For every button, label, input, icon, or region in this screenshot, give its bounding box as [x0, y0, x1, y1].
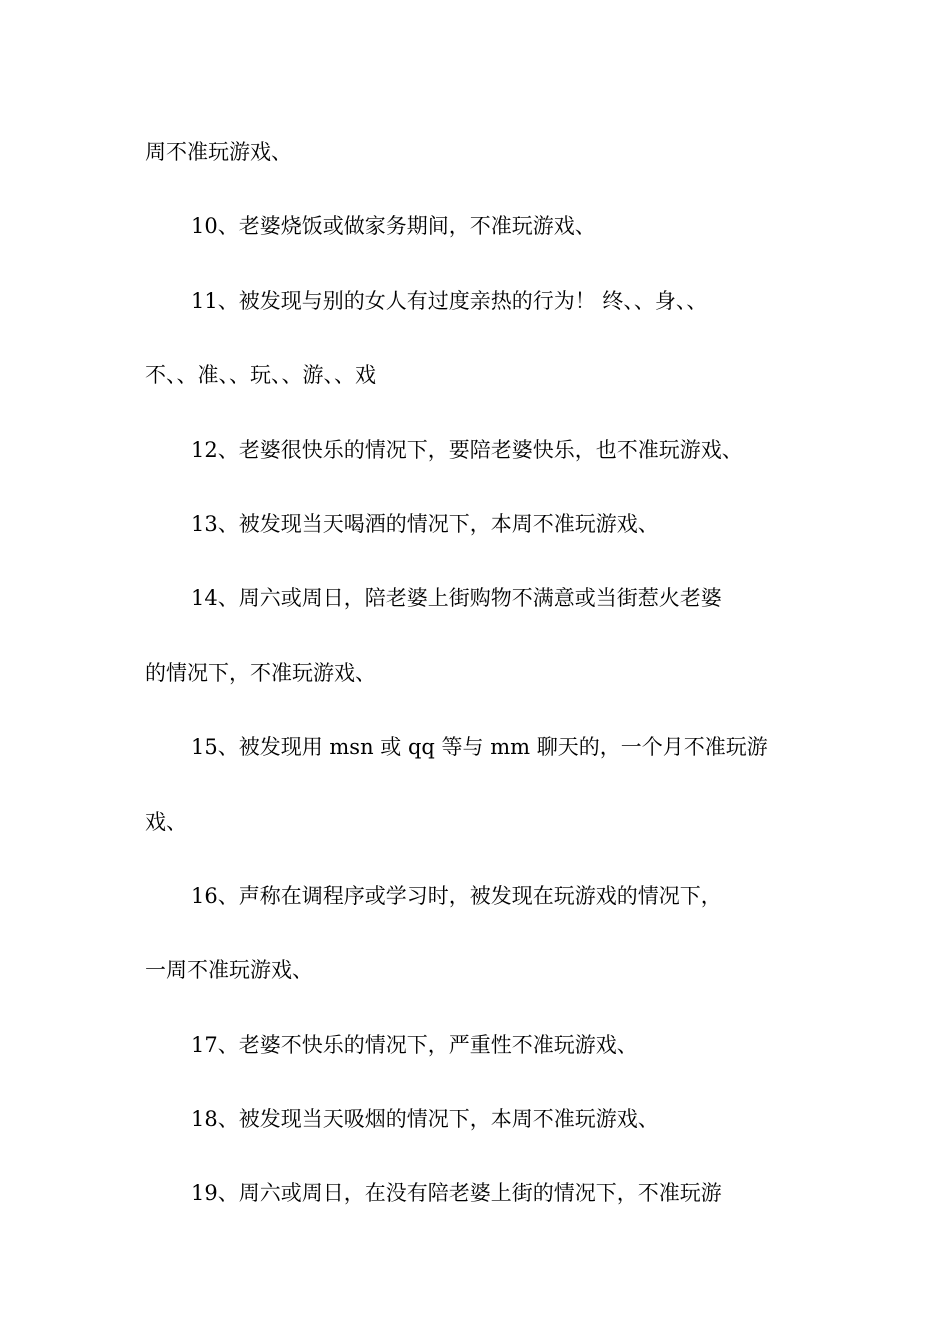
- text-line: 13、被发现当天喝酒的情况下，本周不准玩游戏、: [191, 511, 659, 536]
- text-line: 15、被发现用 msn 或 qq 等与 mm 聊天的，一个月不准玩游: [191, 735, 768, 760]
- text-line: 11、被发现与别的女人有过度亲热的行为！ 终、、身、、: [191, 288, 708, 313]
- text-line: 的情况下，不准玩游戏、: [145, 660, 376, 685]
- text-line: 周不准玩游戏、: [145, 140, 292, 164]
- text-line: 17、老婆不快乐的情况下，严重性不准玩游戏、: [191, 1032, 638, 1057]
- text-line: 14、周六或周日，陪老婆上街购物不满意或当街惹火老婆: [191, 586, 722, 611]
- text-line: 10、老婆烧饭或做家务期间，不准玩游戏、: [191, 214, 596, 239]
- document-body: [145, 128, 805, 1244]
- text-line: 不、、准、、玩、、游、、戏: [145, 363, 376, 388]
- text-line: 18、被发现当天吸烟的情况下，本周不准玩游戏、: [191, 1107, 659, 1132]
- text-line: 19、周六或周日，在没有陪老婆上街的情况下，不准玩游: [191, 1181, 722, 1206]
- text-line: 16、声称在调程序或学习时，被发现在玩游戏的情况下，: [191, 883, 722, 908]
- text-line: 戏、: [145, 809, 187, 834]
- text-line: 一周不准玩游戏、: [145, 958, 313, 983]
- text-line: 12、老婆很快乐的情况下，要陪老婆快乐，也不准玩游戏、: [191, 437, 743, 462]
